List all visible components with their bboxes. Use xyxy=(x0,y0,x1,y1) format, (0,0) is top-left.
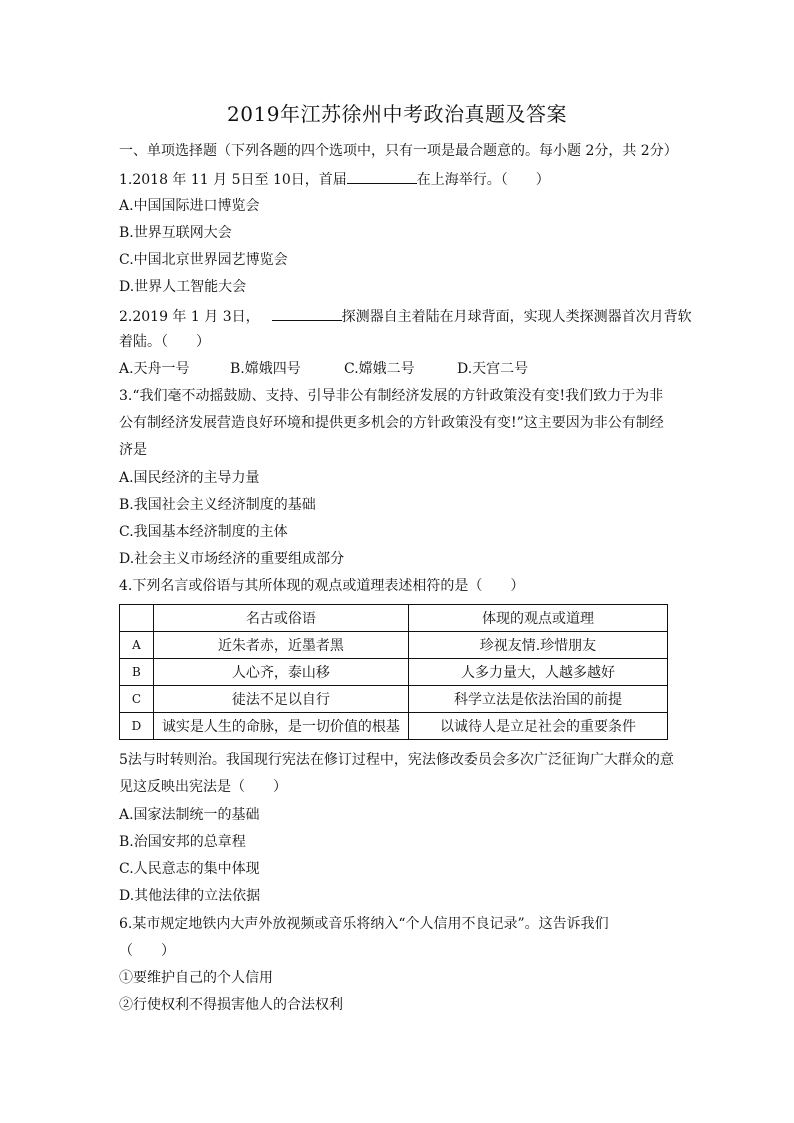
table-header-cell xyxy=(120,605,154,632)
saying-cell: 人心齐，泰山移 xyxy=(153,659,408,686)
saying-cell: 徒法不足以自行 xyxy=(153,686,408,713)
question-1-stem-after: 在上海举行。（ ） xyxy=(416,172,550,188)
question-5-option-a: A.国家法制统一的基础 xyxy=(119,807,260,823)
question-2-options xyxy=(119,359,528,379)
table-row xyxy=(120,659,668,686)
question-1-option-a: A.中国国际进口博览会 xyxy=(119,198,260,214)
meaning-cell: 科学立法是依法治国的前提 xyxy=(408,686,667,713)
question-1-option-c: C.中国北京世界园艺博览会 xyxy=(119,252,288,268)
question-2-stem-line2: 着陆。（ ） xyxy=(119,334,210,350)
answer-blank xyxy=(347,168,417,184)
question-2-stem xyxy=(119,305,692,327)
table-header-cell: 体现的观点或道理 xyxy=(408,605,667,632)
question-5-option-b: B.治国安邦的总章程 xyxy=(119,834,246,850)
question-1-option-d: D.世界人工智能大会 xyxy=(119,279,247,295)
table-row xyxy=(120,713,668,740)
question-2-option-b: B.嫦娥四号 xyxy=(230,361,301,377)
table-header-row xyxy=(120,605,668,632)
question-2-stem-after: 探测器自主着陆在月球背面，实现人类探测器首次月背软 xyxy=(341,309,692,325)
question-2-stem-before: 2.2019 年 1 月 3日， xyxy=(119,309,260,325)
table-header-cell: 名古或俗语 xyxy=(153,605,408,632)
question-1-option-b: B.世界互联网大会 xyxy=(119,225,232,241)
question-3-option-a: A.国民经济的主导力量 xyxy=(119,470,260,486)
row-label: C xyxy=(120,686,154,713)
section-heading: 一、单项选择题（下列各题的四个选项中，只有一项是最合题意的。每小题 2分，共 2分） xyxy=(119,143,678,159)
table-row xyxy=(120,686,668,713)
question-3-stem-line3: 济是 xyxy=(119,442,147,458)
page-title: 2019年江苏徐州中考政治真题及答案 xyxy=(227,102,567,126)
question-6-stem-line2: （ ） xyxy=(119,943,175,959)
question-5-stem-line2: 见这反映出宪法是（ ） xyxy=(119,779,287,795)
row-label: A xyxy=(120,632,154,659)
question-1-stem xyxy=(119,168,550,190)
meaning-cell: 人多力量大，人越多越好 xyxy=(408,659,667,686)
table-row xyxy=(120,632,668,659)
question-4-stem: 4.下列名言或俗语与其所体现的观点或道理表述相符的是（ ） xyxy=(119,578,525,594)
saying-cell: 近朱者赤，近墨者黑 xyxy=(153,632,408,659)
question-3-option-b: B.我国社会主义经济制度的基础 xyxy=(119,497,316,513)
row-label: D xyxy=(120,713,154,740)
question-6-statement-1: ①要维护自己的个人信用 xyxy=(119,970,273,986)
question-4-table xyxy=(119,604,668,740)
saying-cell: 诚实是人生的命脉，是一切价值的根基 xyxy=(153,713,408,740)
answer-blank xyxy=(272,305,342,321)
question-2-option-c: C.嫦娥二号 xyxy=(344,361,415,377)
question-5-stem-line1: 5法与时转则治。我国现行宪法在修订过程中，宪法修改委员会多次广泛征询广大群众的意 xyxy=(119,752,674,768)
question-5-option-d: D.其他法律的立法依据 xyxy=(119,888,261,904)
question-6-stem-line1: 6.某市规定地铁内大声外放视频或音乐将纳入“个人信用不良记录”。这告诉我们 xyxy=(119,916,609,932)
meaning-cell: 珍视友情.珍惜朋友 xyxy=(408,632,667,659)
meaning-cell: 以诚待人是立足社会的重要条件 xyxy=(408,713,667,740)
question-3-stem-line2: 公有制经济发展营造良好环境和提供更多机会的方针政策没有变!”这主要因为非公有制经 xyxy=(119,415,664,431)
question-3-option-d: D.社会主义市场经济的重要组成部分 xyxy=(119,551,345,567)
row-label: B xyxy=(120,659,154,686)
question-3-stem-line1: 3.“我们毫不动摇鼓励、支持、引导非公有制经济发展的方针政策没有变!我们致力于为非 xyxy=(119,388,664,404)
question-2-option-a: A.天舟一号 xyxy=(119,361,190,377)
question-6-statement-2: ②行使权利不得损害他人的合法权利 xyxy=(119,997,343,1013)
question-5-option-c: C.人民意志的集中体现 xyxy=(119,861,260,877)
question-1-stem-before: 1.2018 年 11 月 5日至 10日，首届 xyxy=(119,172,347,188)
question-3-option-c: C.我国基本经济制度的主体 xyxy=(119,524,288,540)
question-2-option-d: D.天宫二号 xyxy=(457,361,529,377)
